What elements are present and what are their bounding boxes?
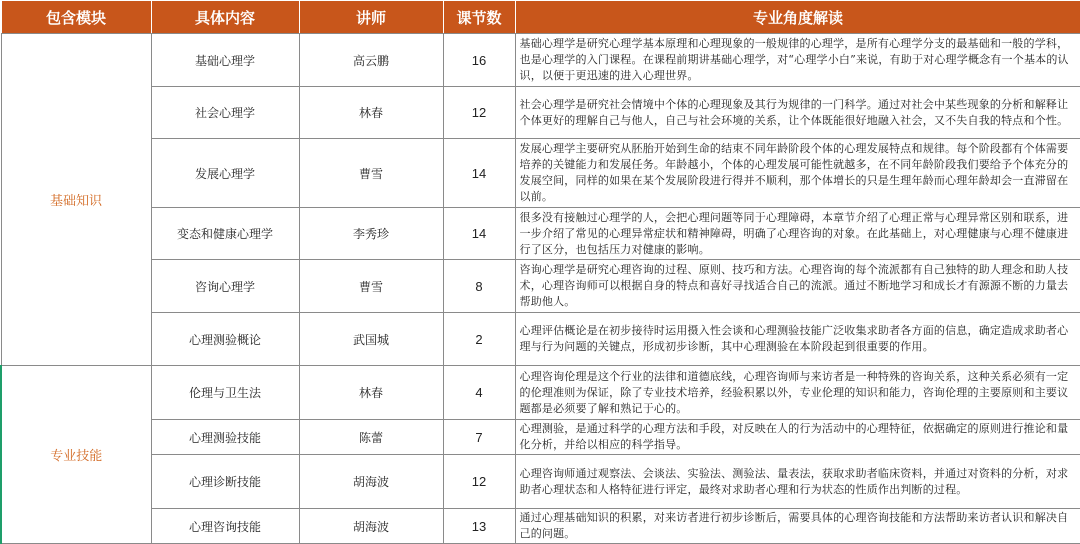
row-content: 社会心理学 (151, 87, 299, 139)
row-lessons: 12 (443, 87, 515, 139)
row-teacher: 武国城 (299, 313, 443, 366)
table-row (1, 260, 1080, 313)
table-row (1, 455, 1080, 509)
table-row (1, 313, 1080, 366)
header-row (1, 1, 1080, 34)
row-teacher: 高云鹏 (299, 34, 443, 87)
table-row (1, 87, 1080, 139)
row-description: 咨询心理学是研究心理咨询的过程、原则、技巧和方法。心理咨询的每个流派都有自己独特的助人理念和助人技术，心理咨询师可以根据自身的特点和喜好寻找适合自己的流派。通过不断地学习和成长才有源源不断的力量去帮助他人。 (515, 260, 1080, 313)
row-content: 变态和健康心理学 (151, 208, 299, 260)
row-content: 心理测验技能 (151, 420, 299, 455)
row-lessons: 14 (443, 139, 515, 208)
header-content: 具体内容 (151, 1, 299, 34)
header-lessons: 课节数 (443, 1, 515, 34)
row-description: 心理测验，是通过科学的心理方法和手段，对反映在人的行为活动中的心理特征，依据确定的原则进行推论和量化分析，并给以相应的科学指导。 (515, 420, 1080, 455)
row-lessons: 12 (443, 455, 515, 509)
row-teacher: 陈蕾 (299, 420, 443, 455)
table-row (1, 420, 1080, 455)
header-module: 包含模块 (1, 1, 151, 34)
row-content: 咨询心理学 (151, 260, 299, 313)
row-lessons: 7 (443, 420, 515, 455)
table-row (1, 509, 1080, 544)
row-content: 基础心理学 (151, 34, 299, 87)
row-lessons: 4 (443, 366, 515, 420)
module-basic-knowledge: 基础知识 (1, 34, 151, 366)
row-lessons: 16 (443, 34, 515, 87)
row-description: 很多没有接触过心理学的人，会把心理问题等同于心理障碍，本章节介绍了心理正常与心理异常区别和联系，进一步介绍了常见的心理异常症状和精神障碍，明确了心理咨询的对象。在此基础上，对心理健康与心理不健康进行了区分，也包括压力对健康的影响。 (515, 208, 1080, 260)
row-content: 发展心理学 (151, 139, 299, 208)
row-teacher: 胡海波 (299, 509, 443, 544)
row-teacher: 曹雪 (299, 260, 443, 313)
row-teacher: 曹雪 (299, 139, 443, 208)
row-description: 发展心理学主要研究从胚胎开始到生命的结束不同年龄阶段个体的心理发展特点和规律。每个阶段都有个体需要培养的关键能力和发展任务。年龄越小，个体的心理发展可能性就越多，在不同年龄阶段我们要给予个体充分的发展空间，同样的如果在某个发展阶段进行得并不顺利，那个体增长的只是生理年龄而心理年龄却会一直滞留在以前。 (515, 139, 1080, 208)
row-teacher: 林春 (299, 366, 443, 420)
table-row (1, 366, 1080, 420)
row-teacher: 胡海波 (299, 455, 443, 509)
table-row (1, 34, 1080, 87)
row-teacher: 李秀珍 (299, 208, 443, 260)
row-description: 基础心理学是研究心理学基本原理和心理现象的一般规律的心理学，是所有心理学分支的最基础和一般的学科，也是心理学的入门课程。在课程前期讲基础心理学，对“心理学小白”来说，有助于对心理学概念有一个基本的认识，以便于更迅速的进入心理世界。 (515, 34, 1080, 87)
row-lessons: 8 (443, 260, 515, 313)
row-description: 心理咨询伦理是这个行业的法律和道德底线，心理咨询师与来访者是一种特殊的咨询关系，这种关系必须有一定的伦理准则为保证，除了专业技术培养，经验积累以外，专业伦理的知识和能力，咨询伦理的主要原则和主要议题都是必须要了解和熟记于心的。 (515, 366, 1080, 420)
row-description: 心理咨询师通过观察法、会谈法、实验法、测验法、量表法，获取求助者临床资料，并通过对资料的分析，对求助者心理状态和人格特征进行评定，最终对求助者心理和行为状态的性质作出判断的过程。 (515, 455, 1080, 509)
row-description: 心理评估概论是在初步接待时运用摄入性会谈和心理测验技能广泛收集求助者各方面的信息，确定造成求助者心理与行为问题的关键点，形成初步诊断，其中心理测验在本阶段起到很重要的作用。 (515, 313, 1080, 366)
row-lessons: 14 (443, 208, 515, 260)
table-row (1, 139, 1080, 208)
row-content: 心理诊断技能 (151, 455, 299, 509)
row-lessons: 2 (443, 313, 515, 366)
row-teacher: 林春 (299, 87, 443, 139)
row-description: 社会心理学是研究社会情境中个体的心理现象及其行为规律的一门科学。通过对社会中某些现象的分析和解释让个体更好的理解自己与他人，自己与社会环境的关系，让个体既能很好地融入社会，又不失自我的特点和个性。 (515, 87, 1080, 139)
row-description: 通过心理基础知识的积累，对来访者进行初步诊断后，需要具体的心理咨询技能和方法帮助来访者认识和解决自己的问题。 (515, 509, 1080, 544)
module-professional-skills: 专业技能 (1, 366, 151, 544)
header-description: 专业角度解读 (515, 1, 1080, 34)
row-content: 心理测验概论 (151, 313, 299, 366)
row-content: 伦理与卫生法 (151, 366, 299, 420)
table-row (1, 208, 1080, 260)
row-lessons: 13 (443, 509, 515, 544)
row-content: 心理咨询技能 (151, 509, 299, 544)
header-teacher: 讲师 (299, 1, 443, 34)
